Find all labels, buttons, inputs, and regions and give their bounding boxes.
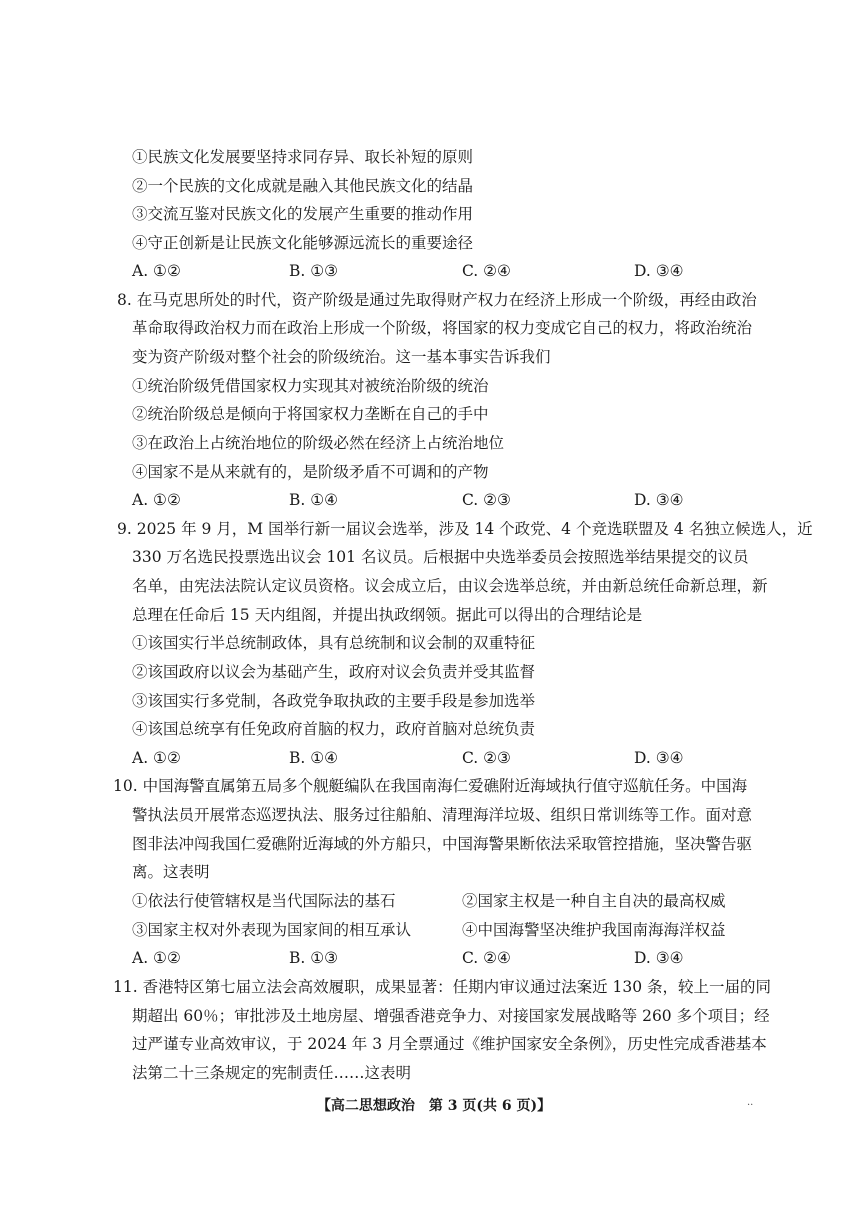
statement-line: ②一个民族的文化成就是融入其他民族文化的结晶 [132, 177, 474, 195]
question-stem-line: 总理在任命后 15 天内组阁，并提出执政纲领。据此可以得出的合理结论是 [132, 606, 643, 624]
question-stem-line: 变为资产阶级对整个社会的阶级统治。这一基本事实告诉我们 [132, 348, 551, 366]
statement-line: ②国家主权是一种自主自决的最高权威 [462, 892, 726, 910]
question-stem-line: 8. 在马克思所处的时代，资产阶级是通过先取得财产权力在经济上形成一个阶级，再经由政治 [117, 291, 757, 309]
question-stem-line: 9. 2025 年 9 月，M 国举行新一届议会选举，涉及 14 个政党、4 个竞选联盟及 4 名独立候选人，近 [117, 520, 813, 538]
question-stem-line: 法第二十三条规定的宪制责任……这表明 [132, 1064, 412, 1082]
question-stem-line: 离。这表明 [132, 863, 210, 881]
question-stem-line: 图非法冲闯我国仁爱礁附近海域的外方船只，中国海警果断依法采取管控措施，坚决警告驱 [132, 835, 753, 853]
statement-line: ④中国海警坚决维护我国南海海洋权益 [462, 921, 726, 939]
option-a: A. ①② [132, 949, 181, 967]
statement-line: ③国家主权对外表现为国家间的相互承认 [132, 921, 412, 939]
statement-line: ①依法行使管辖权是当代国际法的基石 [132, 892, 396, 910]
statement-line: ③交流互鉴对民族文化的发展产生重要的推动作用 [132, 205, 474, 223]
option-b: B. ①③ [289, 262, 339, 280]
statement-line: ②统治阶级总是倾向于将国家权力垄断在自己的手中 [132, 405, 489, 423]
option-b: B. ①④ [289, 749, 339, 767]
option-c: C. ②④ [462, 949, 511, 967]
statement-line: ③在政治上占统治地位的阶级必然在经济上占统治地位 [132, 434, 505, 452]
option-a: A. ①② [132, 749, 181, 767]
statement-line: ①民族文化发展要坚持求同存异、取长补短的原则 [132, 148, 474, 166]
statement-line: ③该国实行多党制，各政党争取执政的主要手段是参加选举 [132, 692, 536, 710]
option-d: D. ③④ [634, 749, 684, 767]
corner-mark: ·· [747, 1100, 754, 1111]
question-stem-line: 期超出 60％；审批涉及土地房屋、增强香港竞争力、对接国家发展战略等 260 多个项目；经 [132, 1007, 770, 1025]
question-stem-line: 11. 香港特区第七届立法会高效履职，成果显著：任期内审议通过法案近 130 条，较上一届的同 [113, 978, 772, 996]
statement-line: ④守正创新是让民族文化能够源远流长的重要途径 [132, 234, 474, 252]
option-d: D. ③④ [634, 949, 684, 967]
option-c: C. ②④ [462, 262, 511, 280]
option-d: D. ③④ [634, 262, 684, 280]
question-stem-line: 警执法员开展常态巡逻执法、服务过往船舶、清理海洋垃圾、组织日常训练等工作。面对意 [132, 806, 753, 824]
statement-line: ④国家不是从来就有的，是阶级矛盾不可调和的产物 [132, 463, 489, 481]
option-a: A. ①② [132, 262, 181, 280]
page-footer: 【高二思想政治 第 3 页(共 6 页)】 [316, 1098, 552, 1114]
statement-line: ①该国实行半总统制政体，具有总统制和议会制的双重特征 [132, 634, 536, 652]
question-stem-line: 330 万名选民投票选出议会 101 名议员。后根据中央选举委员会按照选举结果提交的议员 [132, 548, 749, 566]
statement-line: ①统治阶级凭借国家权力实现其对被统治阶级的统治 [132, 377, 489, 395]
statement-line: ②该国政府以议会为基础产生，政府对议会负责并受其监督 [132, 663, 536, 681]
question-stem-line: 10. 中国海警直属第五局多个舰艇编队在我国南海仁爱礁附近海域执行值守巡航任务。中国海 [113, 777, 748, 795]
option-d: D. ③④ [634, 491, 684, 509]
option-a: A. ①② [132, 491, 181, 509]
question-stem-line: 名单，由宪法法院认定议员资格。议会成立后，由议会选举总统，并由新总统任命新总理，新 [132, 577, 768, 595]
question-stem-line: 过严谨专业高效审议，于 2024 年 3 月全票通过《维护国家安全条例》，历史性完成香港基本 [132, 1035, 767, 1053]
option-b: B. ①④ [289, 491, 339, 509]
option-b: B. ①③ [289, 949, 339, 967]
question-stem-line: 革命取得政治权力而在政治上形成一个阶级，将国家的权力变成它自己的权力，将政治统治 [132, 319, 753, 337]
statement-line: ④该国总统享有任免政府首脑的权力，政府首脑对总统负责 [132, 720, 536, 738]
option-c: C. ②③ [462, 749, 511, 767]
option-c: C. ②③ [462, 491, 511, 509]
